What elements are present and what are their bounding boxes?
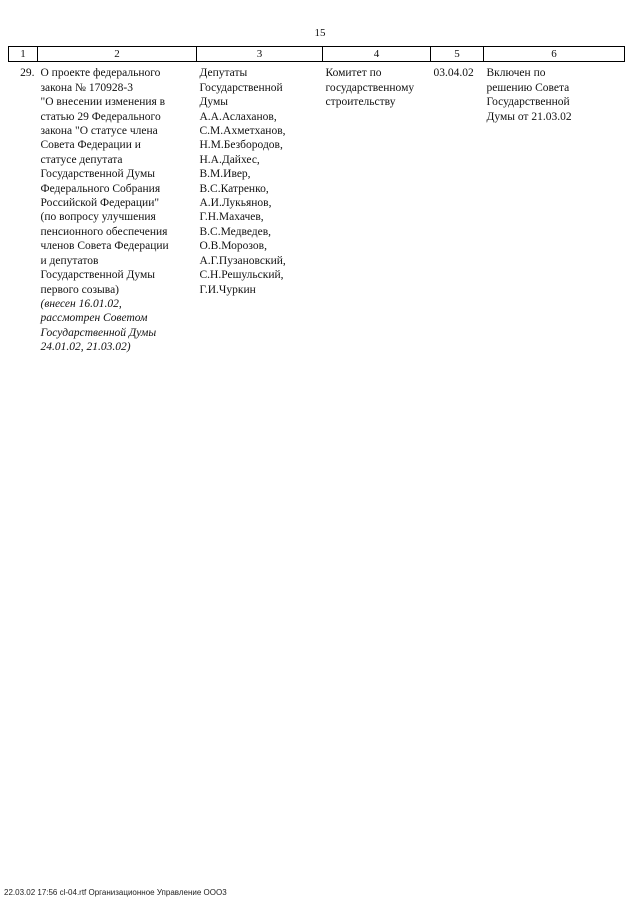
column-header: 3: [197, 47, 323, 62]
decision-line: Включен по: [486, 67, 546, 80]
author-line: А.И.Лукьянов,: [199, 197, 272, 210]
committee-line: строительству: [325, 96, 396, 109]
bill-history-line: 24.01.02, 21.03.02): [40, 341, 131, 354]
bill-title-line: Государственной Думы: [40, 168, 155, 181]
column-header: 4: [323, 47, 431, 62]
bill-title-line: Российской Федерации": [40, 197, 160, 210]
author-line: В.С.Медведев,: [199, 225, 272, 238]
file-footer: 22.03.02 17:56 cl-04.rtf Организационное Управление ООО3: [4, 888, 227, 897]
decision-cell: [484, 62, 625, 355]
author-line: Н.А.Дайхес,: [199, 153, 260, 166]
column-header: 6: [484, 47, 625, 62]
page-number: 15: [314, 27, 326, 39]
bill-title-line: членов Совета Федерации: [40, 240, 169, 253]
header-row: [9, 47, 625, 62]
committee-cell: [323, 62, 431, 355]
author-line: В.М.Ивер,: [199, 168, 251, 181]
committee-line: Комитет по: [325, 67, 382, 80]
bills-table: [8, 46, 625, 355]
author-line: Думы: [199, 96, 228, 109]
bill-title-line: (по вопросу улучшения: [40, 211, 156, 224]
row-number: 29.: [20, 67, 35, 80]
column-header: 1: [9, 47, 38, 62]
committee-line: государственному: [325, 81, 415, 94]
decision-line: Государственной: [486, 96, 570, 109]
bill-title-line: закона "О статусе члена: [40, 125, 158, 138]
column-header: 5: [431, 47, 484, 62]
bill-title-line: статью 29 Федерального: [40, 110, 161, 123]
author-line: А.А.Аслаханов,: [199, 110, 277, 123]
table-row: [9, 62, 625, 355]
authors-cell: [197, 62, 323, 355]
bill-title-line: "О внесении изменения в: [40, 96, 166, 109]
author-line: В.С.Катренко,: [199, 182, 269, 195]
author-line: А.Г.Пузановский,: [199, 254, 286, 267]
author-line: Депутаты: [199, 67, 248, 80]
author-line: Г.Н.Махачев,: [199, 211, 264, 224]
bill-history-line: Государственной Думы: [40, 326, 157, 339]
bill-title-line: Совета Федерации и: [40, 139, 141, 152]
author-line: С.М.Ахметханов,: [199, 125, 286, 138]
bill-title-line: О проекте федерального: [40, 67, 161, 80]
bill-history-line: рассмотрен Советом: [40, 312, 148, 325]
bill-title-line: первого созыва): [40, 283, 120, 296]
bill-title-cell: [38, 62, 197, 355]
bill-title-line: статусе депутата: [40, 153, 123, 166]
author-line: Государственной: [199, 81, 283, 94]
author-line: Н.М.Безбородов,: [199, 139, 283, 152]
bill-title-line: закона № 170928-3: [40, 81, 133, 94]
bill-title-line: и депутатов: [40, 254, 99, 267]
bill-title-line: Федерального Собрания: [40, 182, 161, 195]
bill-title-line: пенсионного обеспечения: [40, 225, 168, 238]
column-header: 2: [38, 47, 197, 62]
bill-title-line: Государственной Думы: [40, 269, 155, 282]
author-line: Г.И.Чуркин: [199, 283, 256, 296]
bill-history-line: (внесен 16.01.02,: [40, 297, 122, 310]
author-line: О.В.Морозов,: [199, 240, 267, 253]
decision-line: решению Совета: [486, 81, 570, 94]
decision-line: Думы от 21.03.02: [486, 110, 572, 123]
author-line: С.Н.Решульский,: [199, 269, 284, 282]
date-cell: 03.04.02: [433, 67, 474, 80]
